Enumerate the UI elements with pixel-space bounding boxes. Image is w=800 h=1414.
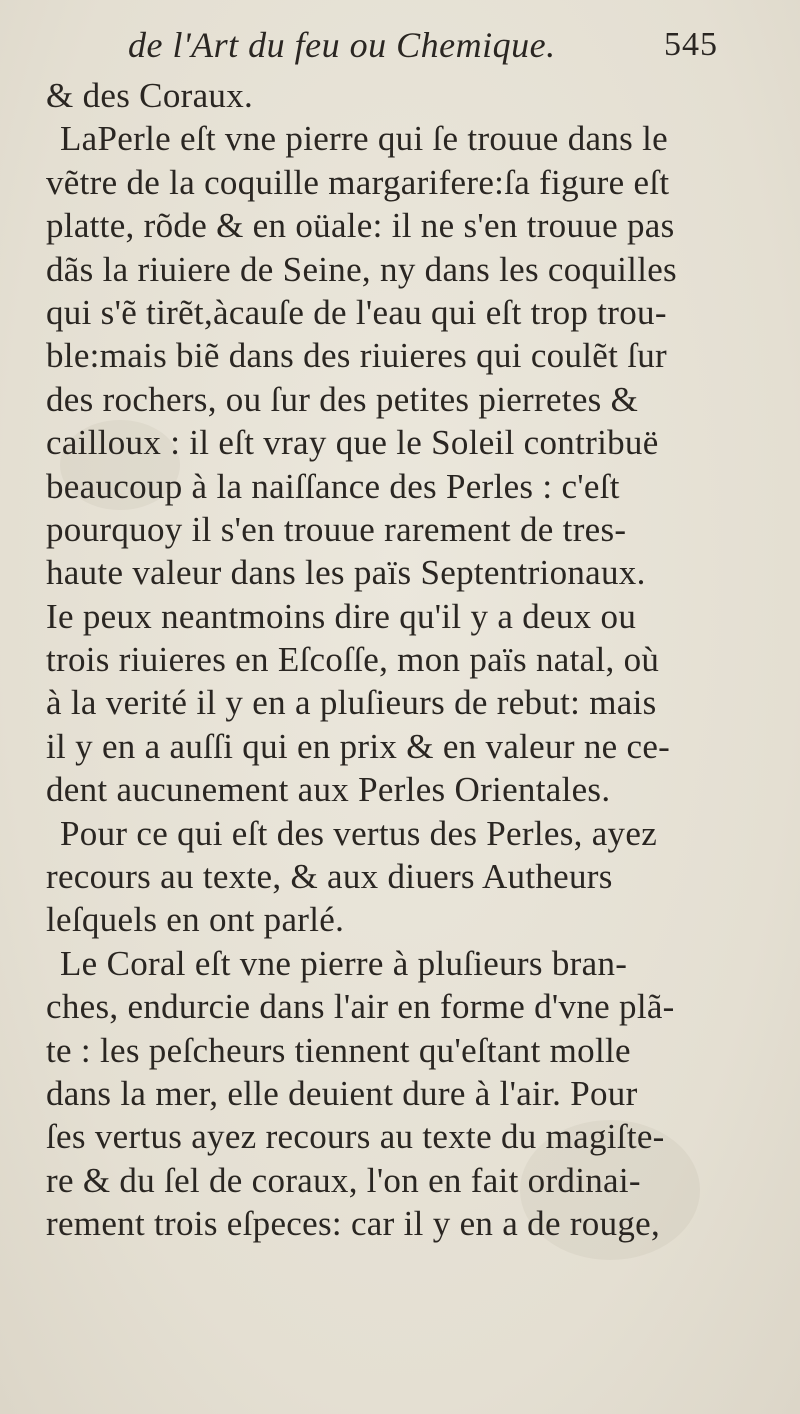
- text-line: pourquoy il s'en trouue rarement de tres-: [46, 509, 627, 549]
- text-line: à la verité il y en a pluſieurs de rebut: mais: [46, 683, 657, 723]
- text-line: Ie peux neantmoins dire qu'il y a deux ou: [46, 596, 637, 636]
- text-line: des rochers, ou ſur des petites pierretes &: [46, 379, 639, 419]
- text-line: platte, rõde & en oüale: il ne s'en trouue pas: [46, 206, 675, 246]
- text-line: beaucoup à la naiſſance des Perles : c'eſt: [46, 466, 620, 506]
- text-line: ches, endurcie dans l'air en forme d'vne plã-: [46, 987, 675, 1027]
- text-line: cailloux : il eſt vray que le Soleil contribuë: [46, 423, 659, 463]
- text-line: re & du ſel de coraux, l'on en fait ordinai-: [46, 1160, 641, 1200]
- text-line: ble:mais biẽ dans des riuieres qui coulẽt ſur: [46, 336, 667, 376]
- text-line: Le Coral eſt vne pierre à pluſieurs bran-: [60, 943, 628, 983]
- text-line: LaPerle eſt vne pierre qui ſe trouue dans le: [60, 119, 668, 159]
- text-line: ſes vertus ayez recours au texte du magiſte-: [46, 1117, 665, 1157]
- page-header: [0, 18, 800, 68]
- text-line: recours au texte, & aux diuers Autheurs: [46, 857, 613, 897]
- text-line: dent aucunement aux Perles Orientales.: [46, 770, 611, 810]
- text-line: trois riuieres en Eſcoſſe, mon païs natal, où: [46, 640, 660, 680]
- text-line: vẽtre de la coquille margarifere:ſa figure eſt: [46, 162, 670, 202]
- text-line: & des Coraux.: [46, 76, 254, 115]
- text-line: dans la mer, elle deuient dure à l'air. Pour: [46, 1073, 638, 1113]
- text-line: qui s'ẽ tirẽt,àcauſe de l'eau qui eſt trop trou-: [46, 292, 667, 332]
- text-line: dãs la riuiere de Seine, ny dans les coquilles: [46, 249, 677, 289]
- text-line: Pour ce qui eſt des vertus des Perles, ayez: [60, 813, 658, 853]
- text-line: rement trois eſpeces: car il y en a de rouge,: [46, 1204, 661, 1244]
- text-line: te : les peſcheurs tiennent qu'eſtant molle: [46, 1030, 631, 1070]
- text-line: leſquels en ont parlé.: [46, 900, 345, 940]
- body-text: [46, 74, 776, 1246]
- page-number: 545: [664, 26, 718, 63]
- text-line: haute valeur dans les païs Septentrionaux.: [46, 553, 646, 593]
- text-line: il y en a auſſi qui en prix & en valeur ne ce-: [46, 726, 671, 766]
- running-head: de l'Art du feu ou Chemique.: [128, 25, 556, 65]
